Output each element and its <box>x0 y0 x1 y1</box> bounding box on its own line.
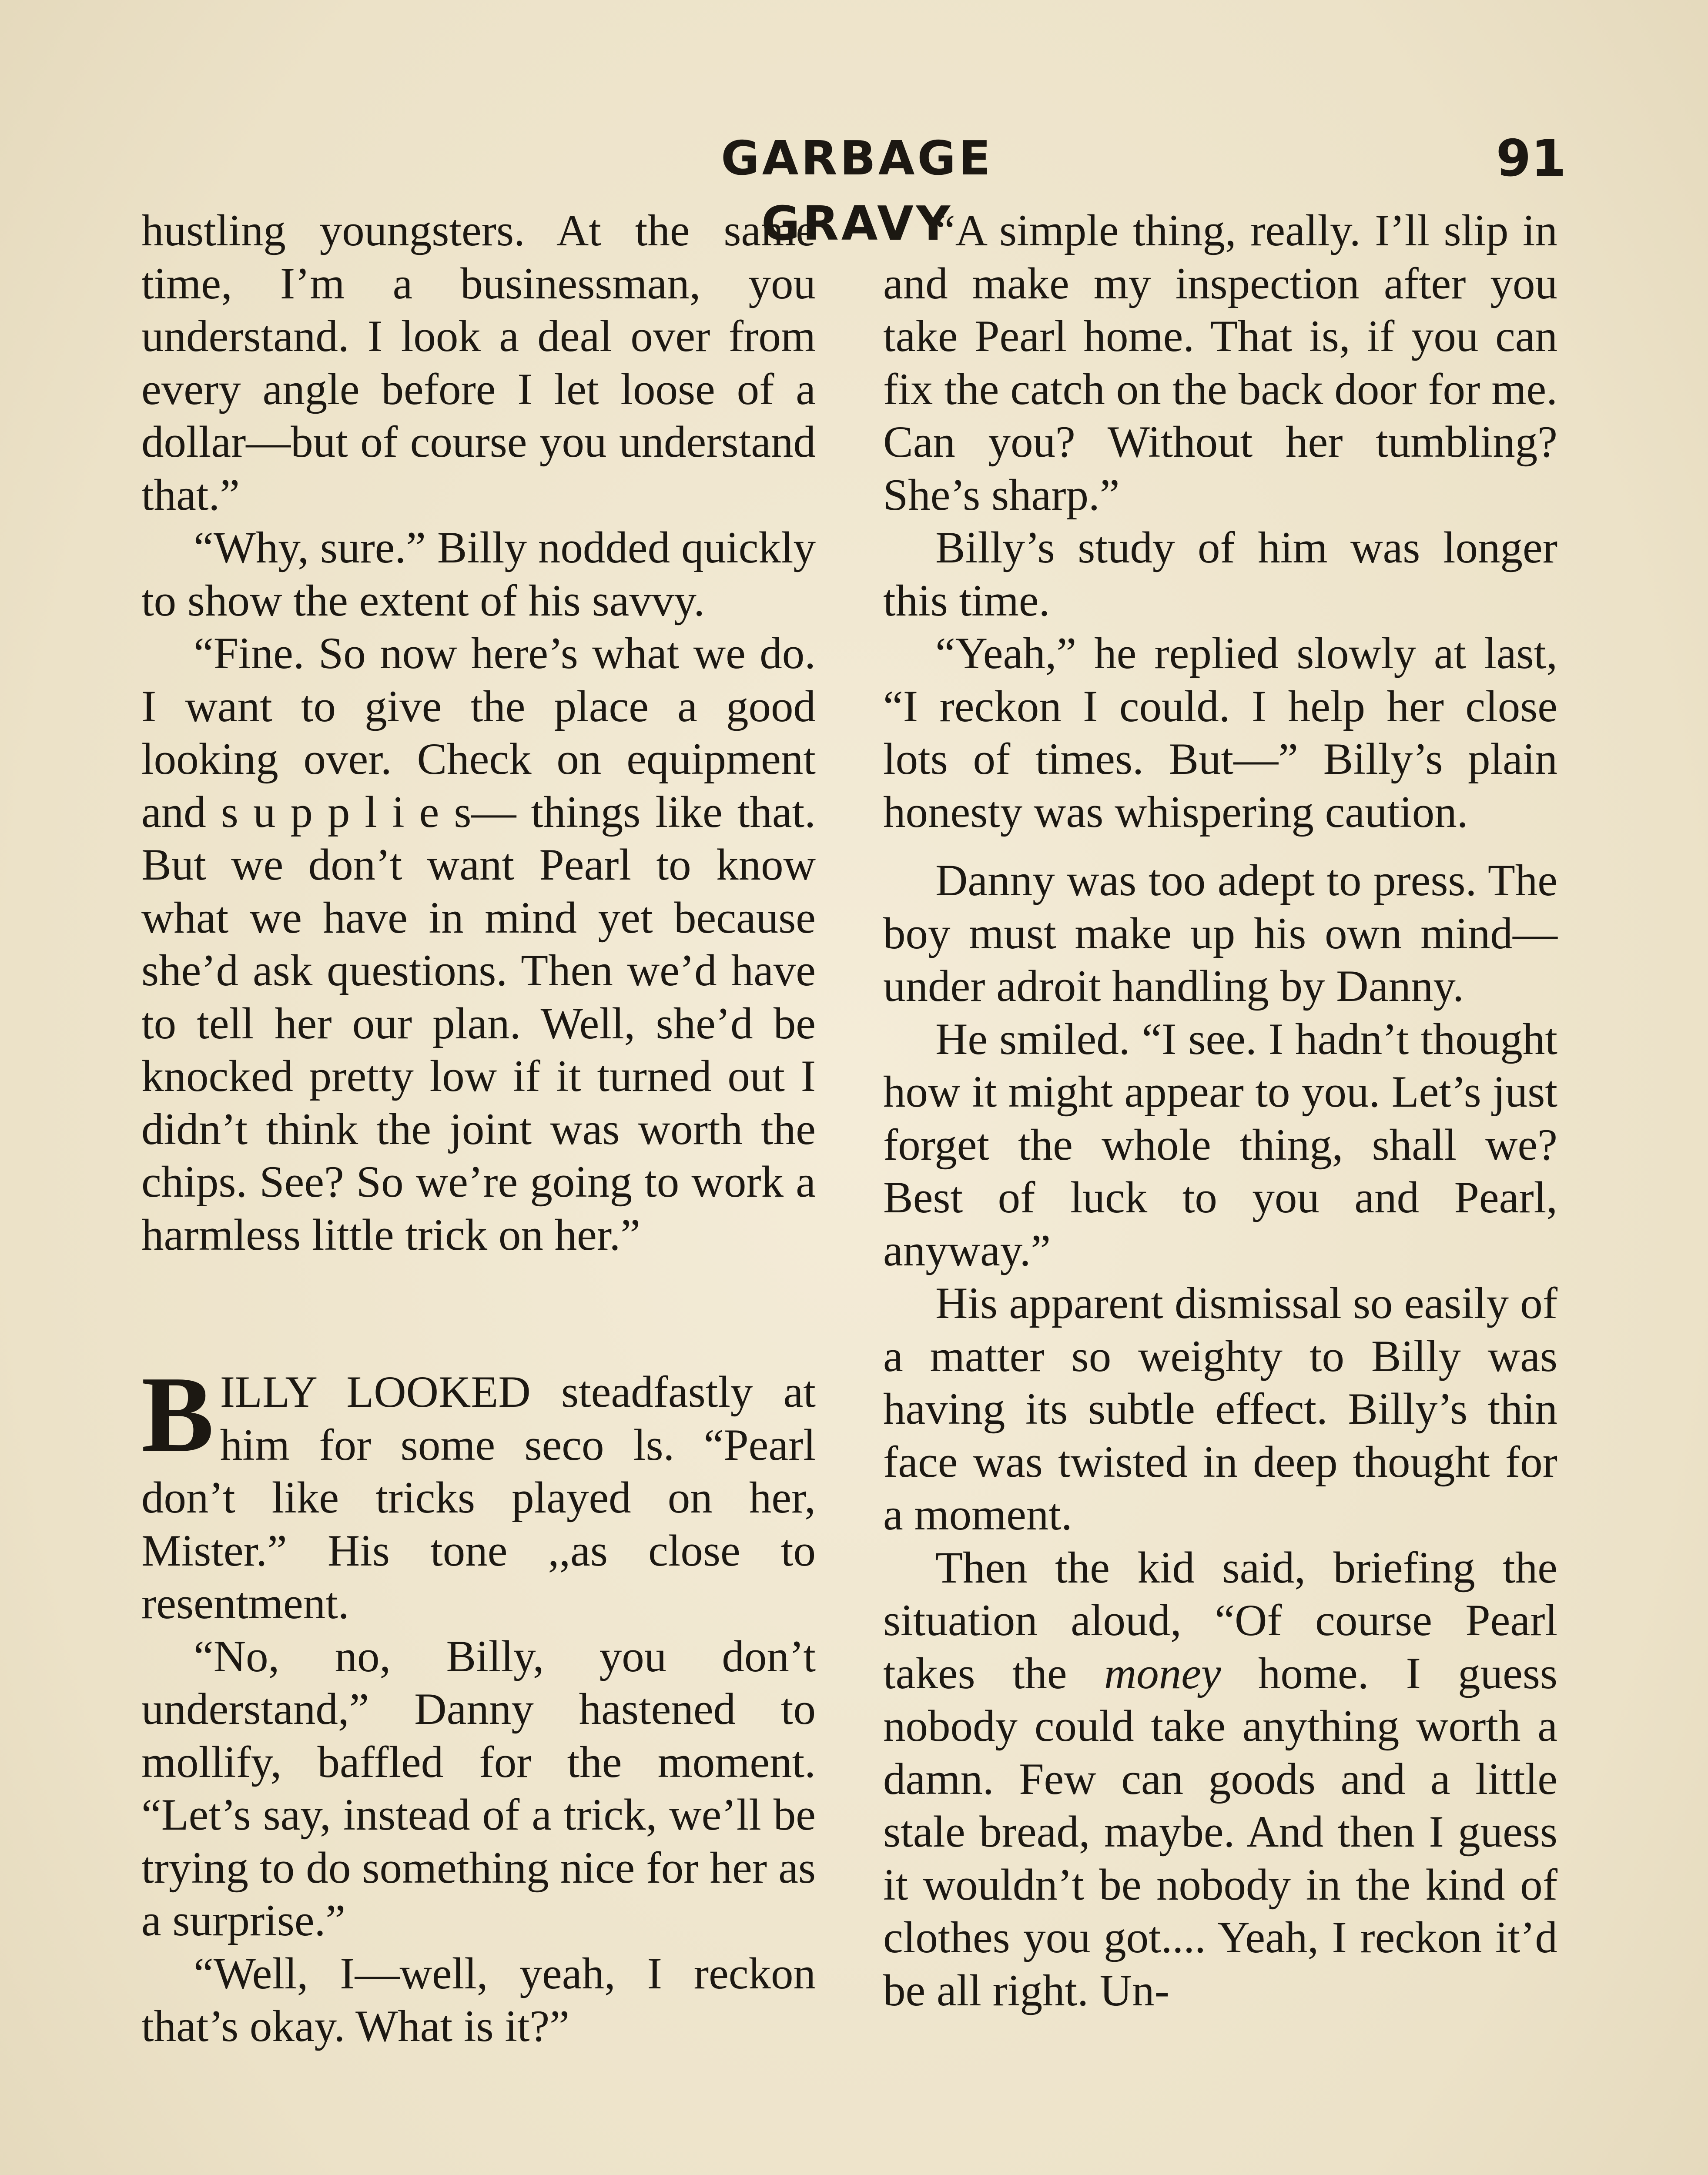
paragraph: “A simple thing, really. I’ll slip in and make my inspection after you take Pearl home. That is, if you can fix the catch on the back door for me. Can you? Without her tumbling? She’s sharp.” <box>883 206 1557 520</box>
paragraph: He smiled. “I see. I hadn’t thought how it might appear to you. Let’s just forget the whole thing, shall we? Best of luck to you and Pearl, anyway.” <box>883 1014 1557 1275</box>
section-break <box>141 1262 816 1366</box>
paragraph: “Yeah,” he replied slowly at last, “I reckon I could. I help her close lots of times. But—” Billy’s plain honesty was whispering caution. <box>883 629 1557 837</box>
paragraph: “Why, sure.” Billy nodded quickly to show the extent of his savvy. <box>141 523 816 626</box>
running-head: GARBAGE GRAVY <box>721 131 993 251</box>
paragraph: Billy’s study of him was longer this time. <box>883 523 1557 626</box>
paragraph: “Well, I—well, yeah, I reckon that’s okay. What is it?” <box>141 1948 816 2051</box>
lead-in: ILLY LOOKED <box>220 1367 531 1417</box>
paragraph-text: steadfastly at him for some seco ls. “Pearl don’t like tricks played on her, Mister.” His tone ,,as close to resentment. <box>141 1367 816 1628</box>
paragraph: hustling youngsters. At the same time, I’m a businessman, you understand. I look a deal over from every angle before I let loose of a dollar—but of course you understand that.” <box>141 206 816 520</box>
paragraph-dropcap <box>141 1354 816 1630</box>
emphasis: money <box>1104 1648 1221 1698</box>
drop-cap: B <box>141 1354 214 1475</box>
paragraph-text: home. I guess nobody could take anything worth a damn. Few can goods and a little stale bread, maybe. And then I guess it wouldn’t be nobody in the kind of clothes you got.... Yeah, I reckon it’d be all right. Un- <box>883 1648 1557 2015</box>
paragraph: “No, no, Billy, you don’t understand,” Danny hastened to mollify, baffled for the moment. “Let’s say, instead of a trick, we’ll be trying to do something nice for her as a surprise.” <box>141 1631 816 1945</box>
page-number: 91 <box>1496 129 1566 188</box>
paragraph: His apparent dismissal so easily of a matter so weighty to Billy was having its subtle effect. Billy’s thin face was twisted in deep thought for a moment. <box>883 1278 1557 1539</box>
left-column <box>141 204 816 2053</box>
paragraph <box>883 1542 1557 2018</box>
right-column <box>883 204 1557 2017</box>
paragraph: “Fine. So now here’s what we do. I want to give the place a good looking over. Check on equipment and s u p p l i e s— things like that. But we don’t want Pearl to know what we have in mind yet because she’d ask questions. Then we’d have to tell her our plan. Well, she’d be knocked pretty low if it turned out I didn’t think the joint was worth the chips. See? So we’re going to work a harmless little trick on her.” <box>141 629 816 1260</box>
paragraph-text: Then the kid said, briefing the situation aloud, “Of course Pearl takes the <box>883 1543 1557 1698</box>
paragraph: Danny was too adept to press. The boy must make up his own mind—under adroit handling by Danny. <box>883 856 1557 1011</box>
page-header <box>139 126 1566 251</box>
